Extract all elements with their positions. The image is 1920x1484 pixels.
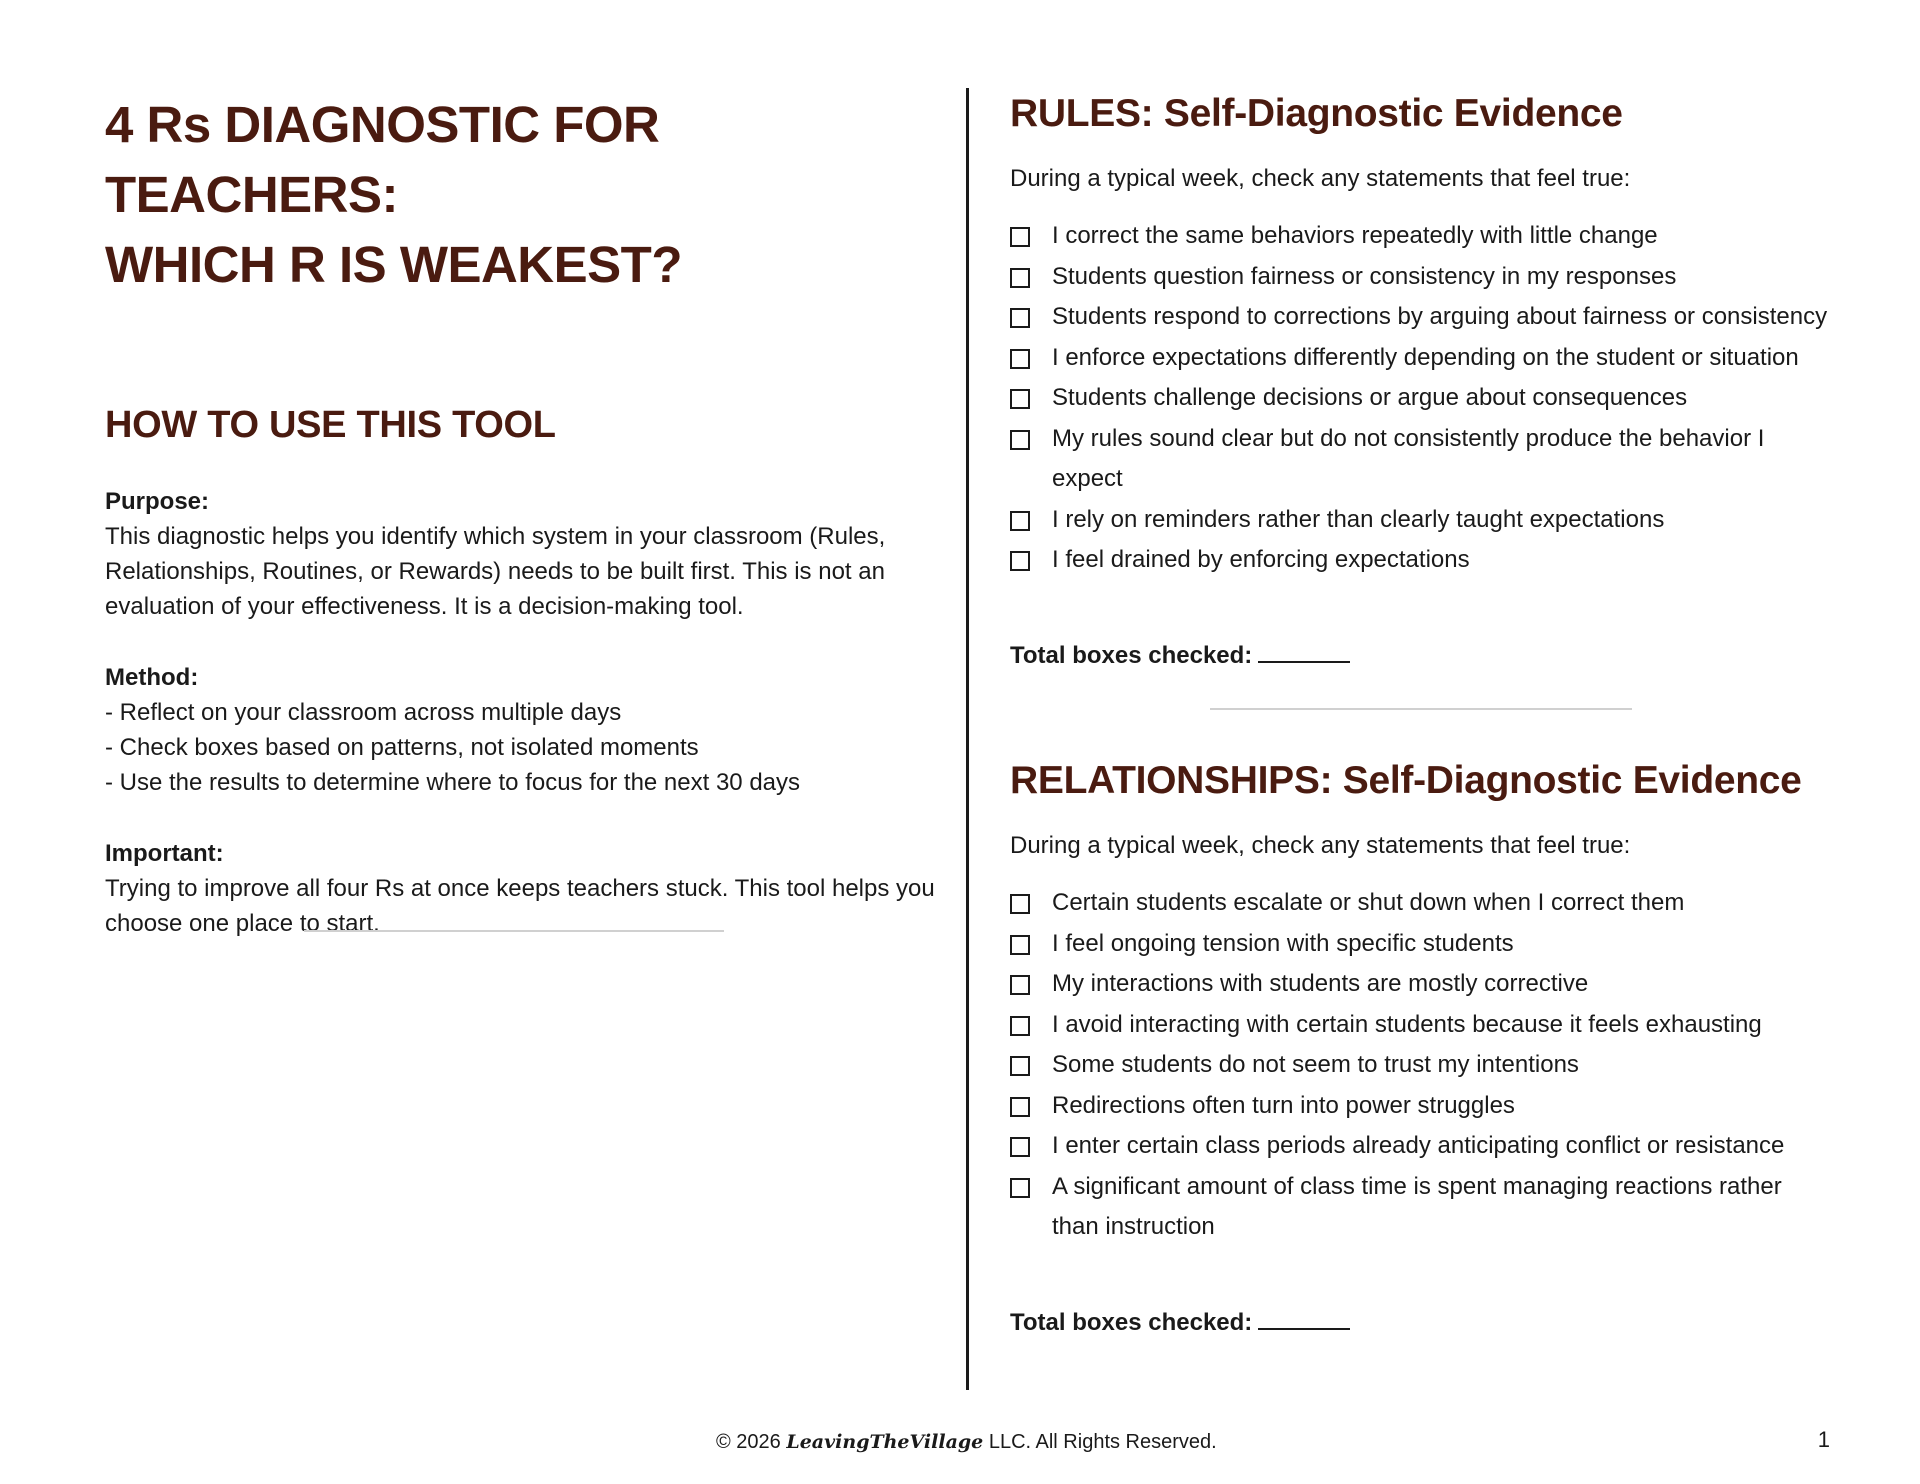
checklist-item-text: Certain students escalate or shut down when I correct them <box>1052 889 1685 916</box>
purpose-text: This diagnostic helps you identify which system in your classroom (Rules, Relationships, Routines, or Rewards) needs to be built first. This is not an evaluation of your effectiveness. It is a decision-making tool. <box>105 523 886 620</box>
checkbox[interactable] <box>1010 894 1030 914</box>
method-item: - Reflect on your classroom across multiple days <box>105 699 622 726</box>
column-divider <box>966 88 969 1390</box>
checkbox[interactable] <box>1010 349 1030 369</box>
rules-total <box>1010 639 1830 673</box>
relationships-total-blank[interactable] <box>1258 1306 1350 1330</box>
checklist-item-text: I rely on reminders rather than clearly taught expectations <box>1052 505 1665 533</box>
checkbox[interactable] <box>1010 1097 1030 1117</box>
checkbox[interactable] <box>1010 430 1030 450</box>
checklist-item <box>1010 924 1830 965</box>
method-item: - Use the results to determine where to focus for the next 30 days <box>105 769 801 796</box>
checkbox[interactable] <box>1010 268 1030 288</box>
checklist-item <box>1010 964 1830 1005</box>
checklist-item-text: I feel ongoing tension with specific students <box>1052 929 1514 957</box>
rules-total-label: Total boxes checked: <box>1010 641 1253 669</box>
right-section-divider <box>1210 708 1632 710</box>
checklist-item-text: Students question fairness or consistency in my responses <box>1052 262 1677 290</box>
checklist-item-text: I avoid interacting with certain students because it feels exhausting <box>1052 1010 1762 1038</box>
relationships-title: RELATIONSHIPS: Self-Diagnostic Evidence <box>1010 759 1802 802</box>
relationships-instruction: During a typical week, check any statements that feel true: <box>1010 832 1631 859</box>
title-line-2: WHICH R IS WEAKEST? <box>105 236 682 293</box>
checklist-item-text: My interactions with students are mostly corrective <box>1052 970 1589 997</box>
method-block <box>105 660 935 800</box>
checklist-item-text: Students challenge decisions or argue about consequences <box>1052 384 1688 411</box>
relationships-section <box>1010 755 1830 1340</box>
rights-text: LLC. All Rights Reserved. <box>988 1431 1217 1453</box>
checklist-item <box>1010 540 1830 581</box>
relationships-checklist <box>1010 883 1830 1248</box>
checklist-item-text: I feel drained by enforcing expectations <box>1052 546 1470 573</box>
title-line-1: 4 Rs DIAGNOSTIC FOR TEACHERS: <box>105 96 660 223</box>
brand-name: LeavingTheVillage <box>786 1431 984 1453</box>
checklist-item <box>1010 378 1830 419</box>
checklist-item-text: I enter certain class periods already anticipating conflict or resistance <box>1052 1132 1785 1159</box>
checklist-item <box>1010 1086 1830 1127</box>
checkbox[interactable] <box>1010 1016 1030 1036</box>
checkbox[interactable] <box>1010 308 1030 328</box>
rules-total-blank[interactable] <box>1258 639 1350 663</box>
method-item: - Check boxes based on patterns, not isolated moments <box>105 734 699 761</box>
checkbox[interactable] <box>1010 389 1030 409</box>
checklist-item-text: Redirections often turn into power struggles <box>1052 1091 1515 1119</box>
rules-title: RULES: Self-Diagnostic Evidence <box>1010 92 1623 135</box>
checklist-item <box>1010 500 1830 541</box>
important-label: Important: <box>105 840 224 867</box>
checklist-item <box>1010 1126 1830 1167</box>
copyright-line <box>716 1428 1217 1456</box>
checklist-item-text: My rules sound clear but do not consistently produce the behavior I expect <box>1052 424 1765 492</box>
checkbox[interactable] <box>1010 1137 1030 1157</box>
left-section-divider <box>304 930 724 932</box>
method-label: Method: <box>105 664 199 691</box>
purpose-label: Purpose: <box>105 488 210 515</box>
checklist-item-text: Students respond to corrections by arguing about fairness or consistency <box>1052 303 1828 330</box>
page-title <box>105 90 935 300</box>
checklist-item-text: A significant amount of class time is spent managing reactions rather than instruction <box>1052 1172 1782 1240</box>
checklist-item <box>1010 216 1830 257</box>
checklist-item <box>1010 883 1830 924</box>
rules-checklist <box>1010 216 1830 581</box>
checkbox[interactable] <box>1010 551 1030 571</box>
important-block <box>105 836 935 941</box>
checkbox[interactable] <box>1010 975 1030 995</box>
checklist-item <box>1010 1005 1830 1046</box>
rules-instruction: During a typical week, check any statements that feel true: <box>1010 165 1631 192</box>
how-to-use-heading: HOW TO USE THIS TOOL <box>105 404 556 446</box>
checklist-item <box>1010 297 1830 338</box>
checklist-item <box>1010 338 1830 379</box>
checklist-item <box>1010 419 1830 500</box>
rules-section <box>1010 88 1830 673</box>
checkbox[interactable] <box>1010 1178 1030 1198</box>
checklist-item <box>1010 1167 1830 1248</box>
checklist-item <box>1010 257 1830 298</box>
checkbox[interactable] <box>1010 227 1030 247</box>
left-column <box>105 90 935 941</box>
checklist-item-text: I correct the same behaviors repeatedly with little change <box>1052 222 1658 249</box>
important-text: Trying to improve all four Rs at once keeps teachers stuck. This tool helps you choose one place to start. <box>105 875 935 937</box>
page-number: 1 <box>1817 1427 1830 1452</box>
checklist-item-text: I enforce expectations differently depending on the student or situation <box>1052 343 1799 371</box>
checkbox[interactable] <box>1010 1056 1030 1076</box>
checklist-item-text: Some students do not seem to trust my intentions <box>1052 1051 1579 1078</box>
relationships-total <box>1010 1306 1830 1340</box>
relationships-total-label: Total boxes checked: <box>1010 1308 1253 1336</box>
purpose-block <box>105 484 935 624</box>
checkbox[interactable] <box>1010 935 1030 955</box>
checkbox[interactable] <box>1010 511 1030 531</box>
checklist-item <box>1010 1045 1830 1086</box>
copyright-text: © 2026 <box>716 1431 781 1453</box>
